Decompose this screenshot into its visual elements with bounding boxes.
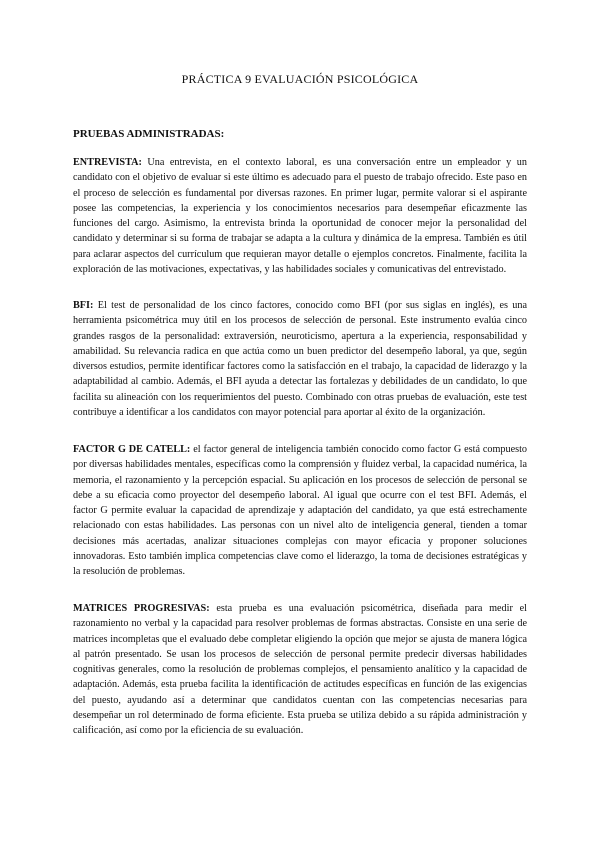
- paragraph-lead: BFI:: [73, 300, 94, 311]
- paragraph-factor-g: [73, 442, 527, 580]
- paragraph-text: El test de personalidad de los cinco factores, conocido como BFI (por sus siglas en inglés), es una herramienta psicométrica muy útil en los procesos de selección de personal. Este instrumento evalúa cinco grandes rasgos de la personalidad: extraversión, neuroticismo, apertura a la experiencia, responsabilidad y amabilidad. Su relevancia radica en que actúa como un buen predictor del desempeño laboral, ya que, según diversos estudios, permite identificar factores como la satisfacción en el trabajo, la capacidad de liderazgo y la adaptabilidad al cambio. Además, el BFI ayuda a detectar las fortalezas y debilidades de un candidato, lo que facilita su alineación con los requerimientos del puesto. Combinado con otras pruebas de evaluación, este test contribuye a identificar a los candidatos con mayor potencial para aportar al éxito de la organización.: [73, 300, 527, 419]
- paragraph-text: Una entrevista, en el contexto laboral, es una conversación entre un empleador y un candidato con el objetivo de evaluar si este último es adecuado para el puesto de trabajo ofrecido. Este paso en el proceso de selección es fundamental por diversas razones. En primer lugar, permite valorar si el aspirante posee las competencias, la experiencia y los conocimientos necesarios para desempeñar eficazmente las funciones del cargo. Asimismo, la entrevista brinda la oportunidad de conocer mejor la personalidad del candidato y determinar si su forma de trabajar se adapta a la cultura y dinámica de la empresa. También es útil para aclarar aspectos del currículum que requieran mayor detalle o ejemplos concretos. Finalmente, facilita la exploración de las motivaciones, expectativas, y las habilidades sociales y comunicativas del entrevistado.: [73, 157, 527, 276]
- paragraph-bfi: [73, 298, 527, 420]
- paragraph-matrices: [73, 601, 527, 739]
- section-heading: PRUEBAS ADMINISTRADAS:: [73, 128, 225, 140]
- paragraph-entrevista: [73, 155, 527, 277]
- paragraph-text: esta prueba es una evaluación psicométrica, diseñada para medir el razonamiento no verbal y la capacidad para resolver problemas de formas abstractas. Consiste en una serie de matrices incompletas que el evaluado debe completar eligiendo la opción que mejor se ajusta de manera lógica al patrón presentado. Se usan los procesos de selección de personal permite predecir diversas habilidades cognitivas generales, como la resolución de problemas complejos, el pensamiento analítico y la capacidad de adaptación. Además, esta prueba facilita la identificación de actitudes específicas en función de las exigencias del puesto, ayudando así a determinar que candidatos cuentan con las competencias necesarias para desempeñar un rol determinado de forma eficiente. Esta prueba se utiliza debido a su rápida administración y calificación, así como por la eficiencia de su evaluación.: [73, 603, 527, 737]
- page-title: PRÁCTICA 9 EVALUACIÓN PSICOLÓGICA: [181, 72, 419, 86]
- paragraph-lead: MATRICES PROGRESIVAS:: [73, 603, 210, 614]
- paragraph-text: el factor general de inteligencia también conocido como factor G está compuesto por diversas habilidades mentales, específicas como la comprensión y fluidez verbal, la capacidad numérica, la memoria, el razonamiento y la percepción espacial. Su aplicación en los procesos de selección de personal se debe a su eficacia como proyector del desempeño laboral. Al igual que ocurre con el test BFI. Además, el factor G permite evaluar la capacidad de aprendizaje y adaptación del candidato, ya que está estrechamente relacionado con estas habilidades. Las personas con un nivel alto de inteligencia general, tienden a tomar decisiones más acertadas, analizar situaciones complejas con mayor eficacia y proponer soluciones innovadoras. Esto también implica competencias clave como el liderazgo, la toma de decisiones estratégicas y la resolución de problemas.: [73, 444, 527, 578]
- paragraph-lead: FACTOR G DE CATELL:: [73, 444, 191, 455]
- paragraph-lead: ENTREVISTA:: [73, 157, 142, 168]
